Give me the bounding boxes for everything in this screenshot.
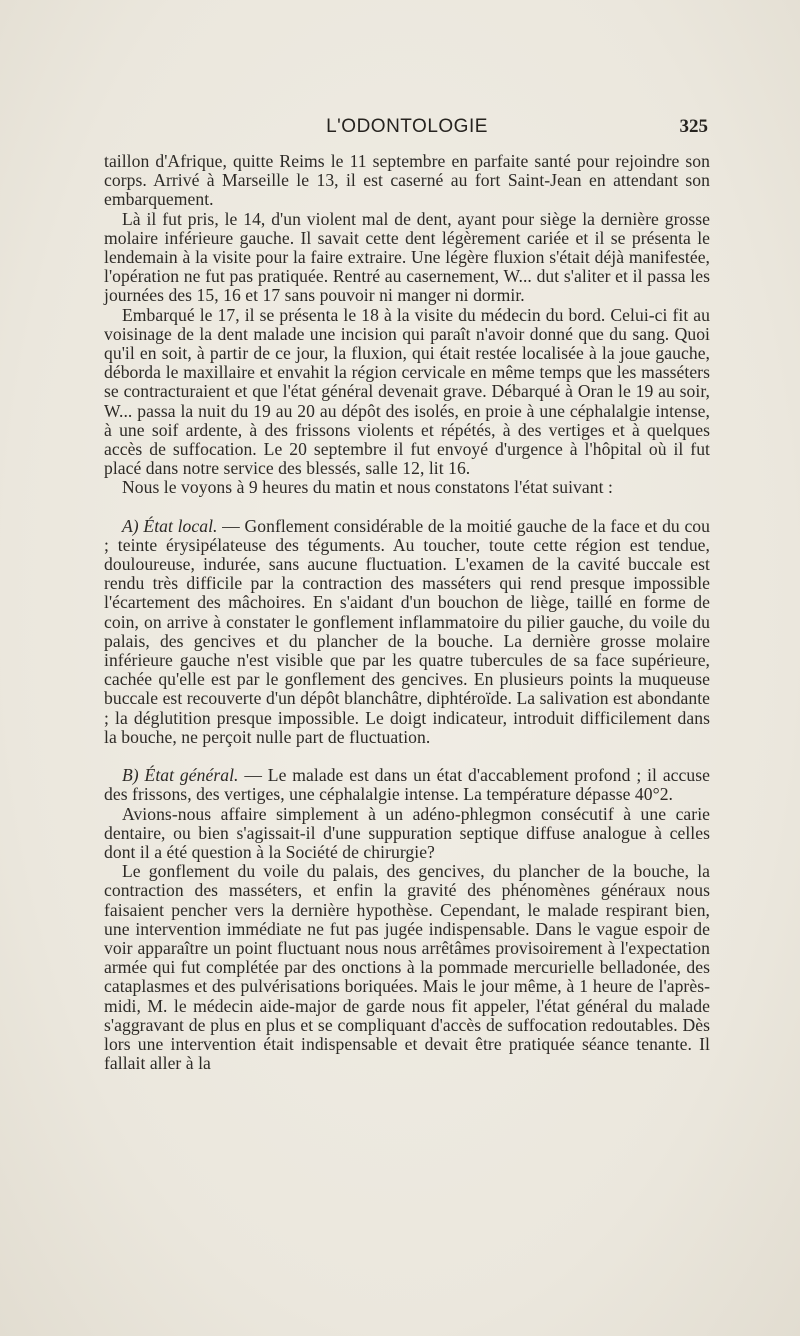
paragraph-diagnosis-question: Avions-nous affaire simplement à un adéno-phlegmon consécutif à une carie dentaire, ou bien s'agissait-il d'une suppuration septique diffuse analogue à celles dont il a été question à la Société de chirurgie?: [104, 803, 710, 862]
section-b-text: — Le malade est dans un état d'accablement profond ; il accuse des frissons, des vertiges, une céphalalgie intense. La température dépasse 40°2.: [104, 765, 711, 805]
body-text: [104, 152, 710, 1073]
paragraph-treatment: Le gonflement du voile du palais, des gencives, du plancher de la bouche, la contraction des masséters, et enfin la gravité des phénomènes généraux nous faisaient pencher vers la dernière hypothèse. Cependant, le malade respirant bien, une intervention immédiate ne fut pas jugée indispensable. Dans le vague espoir de voir apparaître un point fluctuant nous nous arrêtâmes provisoirement à l'expectation armée qui fut complétée par des onctions à la pommade mercurielle belladonée, des cataplasmes et des pulvérisations boriquées. Mais le jour même, à 1 heure de l'après-midi, M. le médecin aide-major de garde nous fit appeler, l'état général du malade s'aggravant de plus en plus et se compliquant d'accès de suffocation redoutables. Dès lors une intervention était indispensable et devait être pratiquée séance tenante. Il fallait aller à la: [104, 861, 710, 1074]
section-a-label: A) État local.: [122, 515, 218, 536]
paragraph-examination-intro: Nous le voyons à 9 heures du matin et nous constatons l'état suivant :: [122, 477, 613, 498]
section-general-state: [104, 766, 710, 804]
section-b-label: B) État général.: [122, 765, 239, 786]
page-header: [104, 116, 710, 140]
page-number: 325: [679, 116, 708, 137]
paragraph-embarkation: Embarqué le 17, il se présenta le 18 à la visite du médecin du bord. Celui-ci fit au voisinage de la dent malade une incision qui paraît n'avoir donné que du sang. Quoi qu'il en soit, à partir de ce jour, la fluxion, qui était restée localisée à la joue gauche, déborda le maxillaire et envahit la région cervicale en même temps que les masséters se contracturaient et que l'état général devenait grave. Débarqué à Oran le 19 au soir, W... passa la nuit du 19 au 20 au dépôt des isolés, en proie à une céphalalgie intense, à une soif ardente, à des frissons violents et répétés, à des vertiges et à quelques accès de suffocation. Le 20 septembre il fut envoyé d'urgence à l'hôpital où il fut placé dans notre service des blessés, salle 12, lit 16.: [104, 304, 710, 479]
section-local-state: [104, 517, 710, 747]
paragraph-toothache: Là il fut pris, le 14, d'un violent mal de dent, ayant pour siège la dernière grosse molaire inférieure gauche. Il savait cette dent légèrement cariée et il se présenta le lendemain à la visite pour la faire extraire. Une légère fluxion s'était déjà manifestée, l'opération ne fut pas pratiquée. Rentré au casernement, W... dut s'aliter et il passa les journées des 15, 16 et 17 sans pouvoir ni manger ni dormir.: [104, 208, 710, 306]
section-a-text: — Gonflement considérable de la moitié gauche de la face et du cou ; teinte érysipélateuse des téguments. Au toucher, toute cette région est tendue, douloureuse, indurée, sans aucune fluctuation. L'examen de la cavité buccale est rendu très difficile par la contraction des masséters qui rend presque impossible l'écartement des mâchoires. En s'aidant d'un bouchon de liège, taillé en forme de coin, on arrive à constater le gonflement inflammatoire du pilier gauche, du voile du palais, des gencives et du plancher de la bouche. La dernière grosse molaire inférieure gauche n'est visible que par les quatre tubercules de sa face supérieure, cachée qu'elle est par le gonflement des gencives. En plusieurs points la muqueuse buccale est recouverte d'un dépôt blanchâtre, diphtéroïde. La salivation est abondante ; la déglutition presque impossible. Le doigt indicateur, introduit difficilement dans la bouche, ne perçoit nulle part de fluctuation.: [104, 515, 711, 747]
paragraph-continuation: taillon d'Afrique, quitte Reims le 11 septembre en parfaite santé pour rejoindre son corps. Arrivé à Marseille le 13, il est caserné au fort Saint-Jean en attendant son embarquement.: [104, 151, 710, 210]
running-title: L'ODONTOLOGIE: [326, 116, 488, 137]
